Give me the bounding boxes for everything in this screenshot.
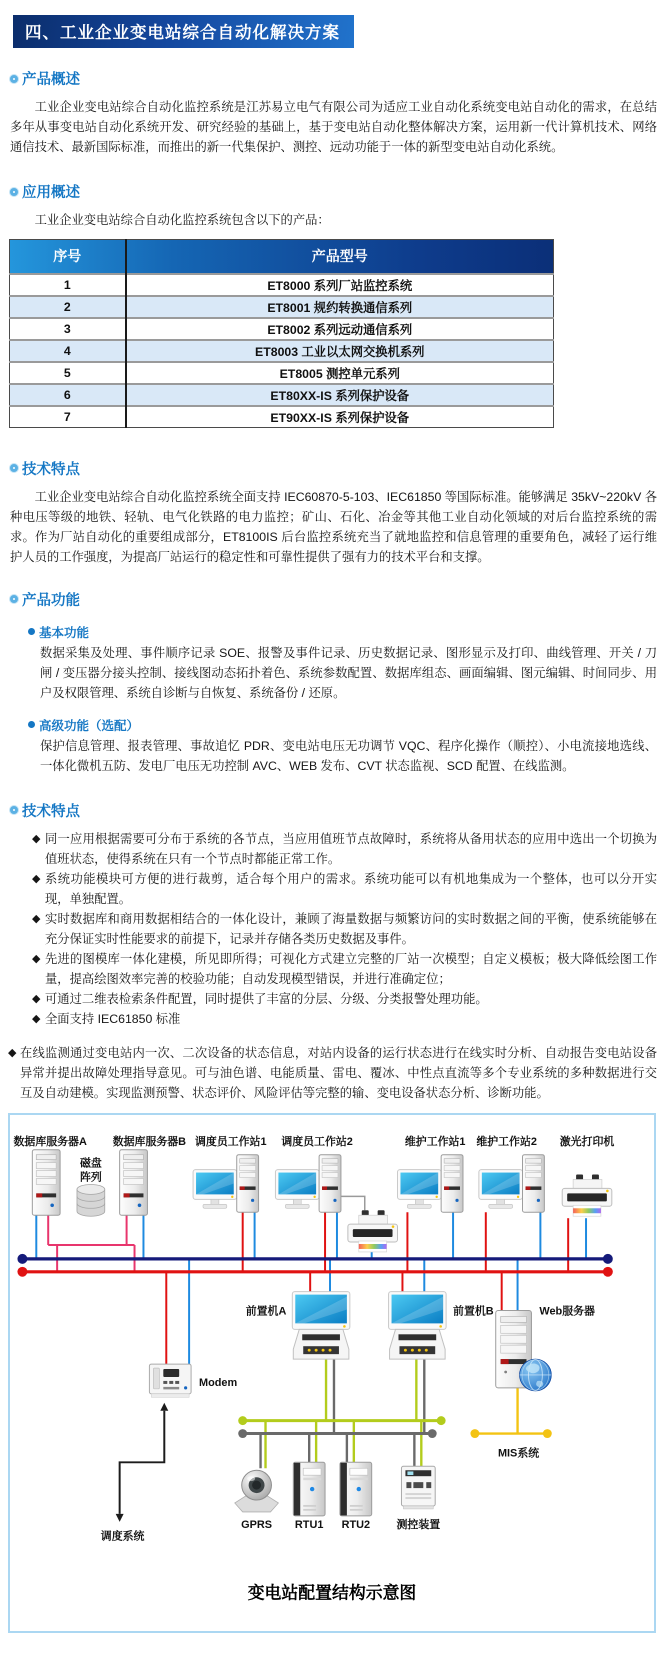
advanced-functions-text: 保护信息管理、报表管理、事故追忆 PDR、变电站电压无功调节 VQC、程序化操作（顺控）、小电流接地选线、一体化微机五防、发电厂电压无功控制 AVC、WEB 发布、CVT 状态监视、SCD 配置、在线监测。 — [40, 738, 657, 773]
substation-structure-diagram — [8, 1113, 656, 1633]
diagram-caption: 变电站配置结构示意图 — [247, 1582, 417, 1602]
heading-text: 应用概述 — [22, 185, 80, 201]
section-ring-icon — [10, 806, 18, 814]
diamond-bullet-icon: ◆ — [32, 1012, 41, 1025]
product-overview-paragraph: 工业企业变电站综合自动化监控系统是江苏易立电气有限公司为适应工业自动化系统变电站自动化的需求，在总结多年从事变电站自动化系统开发、研究经验的基础上，基于变电站自动化整体解决方案，运用新一代计算机技术、网络通信技术、最新国际标准，而推出的新一代集保护、测控、远动功能于一体的新型变电站自动化系统。 — [10, 100, 657, 154]
gprs-camera-icon — [235, 1470, 279, 1512]
table-cell: 6 — [10, 384, 126, 406]
list-item — [32, 949, 657, 989]
label-text: 基本功能 — [39, 625, 90, 640]
list-item-text: 系统功能模块可方便的进行裁剪，适合每个用户的需求。系统功能可以有机地集成为一个整体，也可以分开实现，单独配置。 — [45, 871, 657, 906]
modem-icon — [149, 1364, 191, 1397]
bullet-dot-icon — [28, 721, 35, 728]
label-text: 高级功能（选配） — [39, 718, 140, 733]
bullet-text: 在线监测通过变电站内一次、二次设备的状态信息，对站内设备的运行状态进行在线实时分析、自动报告变电站设备异常并提出故障处理指导意见。可与油色谱、电能质量、雷电、覆冰、中性点直流等多个专业系统的多种数据进行交互及自动建模。实现监测预警、状态评价、风险评估等完整的输、变电设备状态分析、诊断功能。 — [20, 1045, 657, 1100]
section-ring-icon — [10, 595, 18, 603]
shared-printer-icon — [348, 1210, 398, 1252]
table-header-cell: 产品型号 — [311, 248, 368, 265]
maintenance-ws2-icon — [479, 1154, 544, 1212]
mis-system-label: MIS系统 — [497, 1446, 540, 1459]
db-server-b-icon — [120, 1149, 148, 1214]
table-row — [10, 384, 554, 406]
list-item-text: 可通过二维表检索条件配置，同时提供了丰富的分层、分级、分类报警处理功能。 — [45, 991, 488, 1006]
basic-functions-label — [28, 623, 664, 641]
dispatcher-ws2-label: 调度员工作站2 — [281, 1135, 353, 1148]
table-cell: ET8000 系列厂站监控系统 — [126, 274, 554, 296]
measure-control-device-icon — [401, 1466, 435, 1509]
list-item-text: 实时数据库和商用数据相结合的一体化设计，兼顾了海量数据与频繁访问的实时数据之间的平衡，使系统能够在充分保证实时性能要求的前提下，记录并存储各类历史数据及事件。 — [45, 911, 657, 946]
disk-array-icon — [77, 1184, 105, 1216]
dispatcher-ws1-icon — [193, 1154, 258, 1212]
diamond-bullet-icon: ◆ — [32, 952, 41, 965]
diamond-bullet-icon: ◆ — [32, 872, 41, 885]
db-server-a-icon — [32, 1149, 60, 1214]
table-row — [10, 340, 554, 362]
table-cell: ET8002 系列远动通信系列 — [126, 318, 554, 340]
diamond-bullet-icon: ◆ — [32, 832, 41, 845]
basic-functions-text: 数据采集及处理、事件顺序记录 SOE、报警及事件记录、历史数据记录、图形显示及打印、曲线管理、开关 / 刀闸 / 变压器分接头控制、接线图动态拓扑着色、系统参数配置、数据库组态、画面编辑、图元编辑、时间同步、用户及权限管理、系统自诊断与自恢复、系统备份 / 还原。 — [40, 645, 657, 700]
field-bus-lime — [238, 1416, 445, 1425]
list-item-text: 同一应用根据需要可分布于系统的各节点，当应用值班节点故障时，系统将从备用状态的应用中选出一个切换为值班状态，使得系统在只有一个节点时都能正常工作。 — [45, 831, 657, 866]
list-item — [32, 1009, 657, 1029]
table-cell: 1 — [10, 274, 126, 296]
tech-features-bullet-list — [32, 829, 657, 1029]
list-item — [32, 909, 657, 949]
list-item — [32, 869, 657, 909]
table-cell: ET80XX-IS 系列保护设备 — [126, 384, 554, 406]
title-banner-text: 四、工业企业变电站综合自动化解决方案 — [25, 24, 340, 42]
front-machine-a-label: 前置机A — [245, 1304, 287, 1317]
section-ring-icon — [10, 188, 18, 196]
front-machine-b-icon — [389, 1291, 447, 1358]
heading-text: 产品概述 — [22, 72, 80, 88]
table-row — [10, 362, 554, 384]
dispatch-system-label: 调度系统 — [100, 1530, 145, 1543]
table-row — [10, 274, 554, 296]
disk-array-label: 磁盘 — [79, 1157, 102, 1170]
section-ring-icon — [10, 75, 18, 83]
dispatch-arrow — [116, 1402, 169, 1521]
rtu2-icon — [340, 1462, 372, 1516]
section-heading-product-overview — [10, 68, 664, 89]
lime-links — [266, 1359, 422, 1468]
diamond-bullet-icon: ◆ — [8, 1046, 17, 1059]
heading-text: 产品功能 — [22, 592, 80, 609]
table-cell: 4 — [10, 340, 126, 362]
front-machine-a-icon — [292, 1291, 350, 1358]
table-cell: ET8003 工业以太网交换机系列 — [126, 340, 554, 362]
list-item — [32, 829, 657, 869]
field-bus-gray — [238, 1429, 436, 1438]
product-table-header-row — [10, 240, 554, 274]
table-cell: 2 — [10, 296, 126, 318]
diamond-bullet-icon: ◆ — [32, 992, 41, 1005]
rtu1-icon — [293, 1462, 325, 1516]
section-ring-icon — [10, 464, 18, 472]
globe-icon — [520, 1359, 552, 1391]
section-heading-tech-features-1 — [10, 458, 664, 479]
table-cell: ET90XX-IS 系列保护设备 — [126, 406, 554, 428]
printer-elbow-link — [341, 1196, 365, 1210]
list-item-text: 全面支持 IEC61850 标准 — [45, 1011, 181, 1026]
heading-text: 技术特点 — [22, 803, 80, 820]
section-heading-product-functions — [10, 589, 664, 610]
section-heading-application-overview — [10, 181, 664, 202]
list-item-text: 先进的图模库一体化建模，所见即所得；可视化方式建立完整的厂站一次模型；自定义模板；极大降低绘图工作量，提高绘图效率完善的校验功能；自动发现模型错误，并进行准确定位； — [45, 951, 657, 986]
measure-control-device-label: 测控装置 — [396, 1518, 441, 1531]
heading-text: 技术特点 — [22, 461, 80, 478]
disk-array-label: 阵列 — [79, 1170, 102, 1183]
web-server-label: Web服务器 — [539, 1304, 595, 1317]
table-row — [10, 318, 554, 340]
maintenance-ws1-label: 维护工作站1 — [404, 1135, 466, 1148]
dispatcher-ws1-label: 调度员工作站1 — [195, 1135, 267, 1148]
gprs-label: GPRS — [241, 1518, 273, 1531]
title-banner — [13, 15, 354, 48]
gray-links — [261, 1359, 425, 1468]
advanced-functions-label — [28, 716, 664, 734]
table-cell: ET8001 规约转换通信系列 — [126, 296, 554, 318]
table-row — [10, 296, 554, 318]
ethernet-bus-b — [17, 1266, 612, 1276]
modem-label: Modem — [199, 1376, 238, 1389]
tech-features-1-paragraph: 工业企业变电站综合自动化监控系统全面支持 IEC60870-5-103、IEC61850 等国际标准。能够满足 35kV~220kV 各种电压等级的地铁、轻轨、电气化铁路的电力监控；矿山、石化、冶金等其他工业自动化领域的对后台监控系统的需求。作为厂站自动化的重要组成部分，ET8100IS 后台监控系统充当了就地监控和信息管理的重要角色，减轻了运行维护人员的工作强度，为提高厂站运行的稳定性和可靠性提供了强有力的技术平台和支撑。 — [10, 489, 657, 564]
rtu1-label: RTU1 — [294, 1518, 324, 1531]
db-server-b-label: 数据库服务器B — [112, 1135, 187, 1148]
section-heading-tech-features-2 — [10, 800, 664, 821]
table-row — [10, 406, 554, 428]
table-header-cell: 序号 — [10, 240, 126, 274]
table-cell: ET8005 测控单元系列 — [126, 362, 554, 384]
maintenance-ws1-icon — [397, 1154, 462, 1212]
table-cell: 7 — [10, 406, 126, 428]
ethernet-bus-a — [17, 1253, 612, 1263]
db-server-a-label: 数据库服务器A — [13, 1135, 87, 1148]
front-machine-b-label: 前置机B — [453, 1304, 494, 1317]
diamond-bullet-icon: ◆ — [32, 912, 41, 925]
table-cell: 5 — [10, 362, 126, 384]
list-item — [32, 989, 657, 1009]
laser-printer-label: 激光打印机 — [559, 1135, 615, 1148]
table-cell: 3 — [10, 318, 126, 340]
laser-printer-icon — [562, 1174, 612, 1216]
dispatcher-ws2-icon — [275, 1154, 340, 1212]
mis-links — [475, 1385, 547, 1433]
bullet-dot-icon — [28, 628, 35, 635]
rtu2-label: RTU2 — [341, 1518, 371, 1531]
maintenance-ws2-label: 维护工作站2 — [476, 1135, 537, 1148]
pink-redundant-links — [48, 1215, 134, 1272]
web-server-icon — [496, 1310, 552, 1390]
application-overview-intro: 工业企业变电站综合自动化监控系统包含以下的产品： — [34, 213, 330, 227]
online-monitoring-bullet — [8, 1043, 657, 1103]
product-table — [9, 239, 554, 428]
